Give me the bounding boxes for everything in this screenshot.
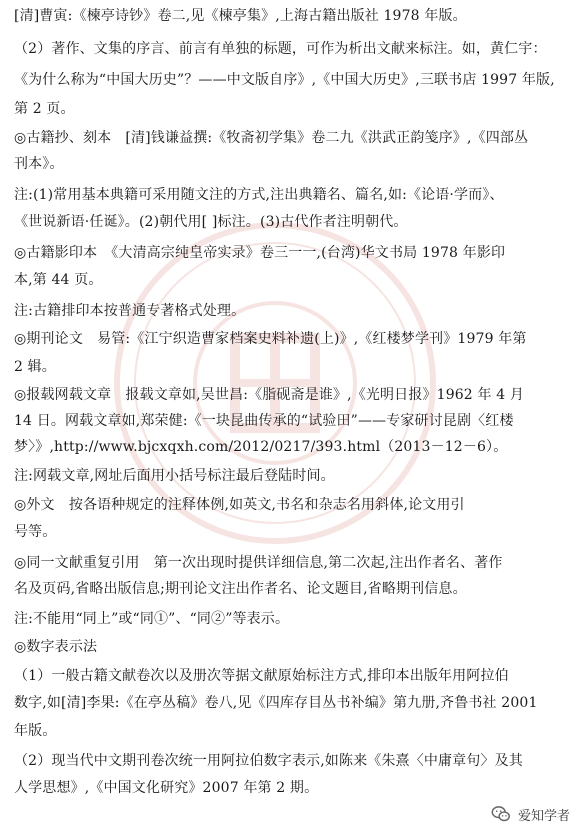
text-line: ◎古籍抄、刻本 [清]钱谦益撰:《牧斋初学集》卷二九《洪武正韵笺序》,《四部丛 (14, 130, 529, 146)
text-line: （1）一般古籍文献卷次以及册次等据文献原始标注方式,排印本出版年用阿拉伯 (14, 668, 509, 684)
text-line: 注:(1)常用基本典籍可采用随文注的方式,注出典籍名、篇名,如:《论语·学而》、 (14, 187, 504, 203)
wechat-icon (490, 803, 512, 825)
text-line: 《世说新语·任诞》。(2)朝代用[ ]标注。(3)古代作者注明朝代。 (14, 214, 408, 230)
text-line: ◎期刊论文 易管:《江宁织造曹家档案史料补遗(上)》,《红楼梦学刊》1979 年第 (14, 331, 527, 347)
text-line: [清]曹寅:《楝亭诗钞》卷二,见《楝亭集》,上海古籍出版社 1978 年版。 (14, 8, 467, 24)
text-line: 年版。 (14, 723, 57, 739)
source-badge (486, 801, 574, 827)
text-line: 梦〉》,http://www.bjcxqxh.com/2012/0217/393.html（2013－12－6）。 (14, 439, 508, 455)
text-line: ◎数字表示法 (14, 639, 98, 655)
text-line: ◎古籍影印本 《大清高宗纯皇帝实录》卷三一一,(台湾)华文书局 1978 年影印 (14, 245, 506, 261)
text-line: 号等。 (14, 524, 57, 540)
text-line: ◎报载网载文章 报载文章如,吴世昌:《脂砚斋是谁》,《光明日报》1962 年 4 月 (14, 387, 525, 403)
text-line: （2）现当代中文期刊卷次统一用阿拉伯数字表示,如陈来《朱熹〈中庸章句〉及其 (14, 753, 523, 769)
text-line: 注:网载文章,网址后面用小括号标注最后登陆时间。 (14, 468, 335, 484)
text-line: 人学思想》,《中国文化研究》2007 年第 2 期。 (14, 780, 319, 796)
text-line: 《为什么称为“中国大历史”？——中文版自序》,《中国大历史》,三联书店 1997 年版, (14, 72, 555, 88)
text-line: 刊本》。 (14, 156, 64, 172)
text-line: 14 日。网载文章如,郑荣健:《一块昆曲传承的“试验田”——专家研讨昆剧〈红楼 (14, 413, 514, 429)
text-line: 第 2 页。 (14, 101, 75, 117)
brand-name: 爱知学者 (517, 808, 570, 824)
text-line: （2）著作、文集的序言、前言有单独的标题，可作为析出文献来标注。如，黄仁宇： (14, 41, 547, 57)
text-line: 2 辑。 (14, 359, 56, 375)
text-line: ◎同一文献重复引用 第一次出现时提供详细信息,第二次起,注出作者名、著作 (14, 555, 503, 571)
text-line: 数字,如[清]李果:《在亭丛稿》卷八,见《四库存目丛书补编》第九册,齐鲁书社 2001 (14, 695, 538, 711)
text-line: 注:不能用“同上”或“同①”、“同②”等表示。 (14, 611, 290, 627)
text-line: ◎外文 按各语种规定的注释体例,如英文,书名和杂志名用斜体,论文用引 (14, 497, 465, 513)
text-line: 注:古籍排印本按普通专著格式处理。 (14, 303, 246, 319)
text-line: 本,第 44 页。 (14, 272, 103, 288)
text-line: 名及页码,省略出版信息;期刊论文注出作者名、论文题目,省略期刊信息。 (14, 581, 467, 597)
